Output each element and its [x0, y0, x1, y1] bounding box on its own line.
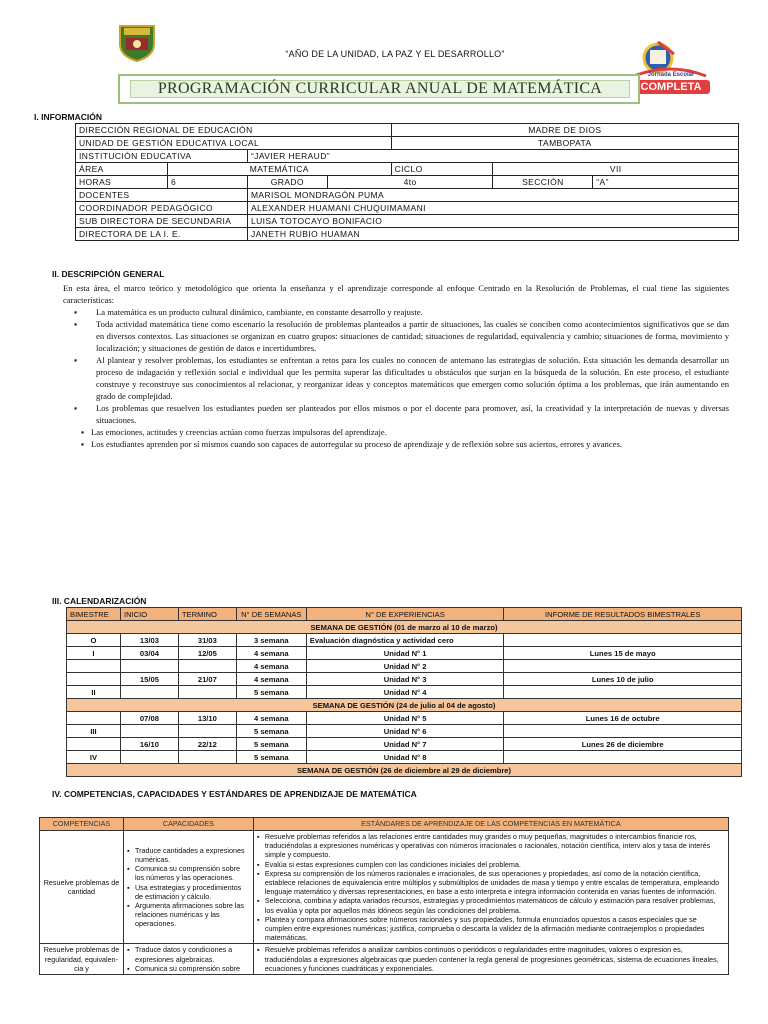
list-item-text: Los problemas que resuelven los estudiantes pueden ser planteados por ellos mismos o por el docente para promover, así, la creatividad y la interpretación de nuevas y diversas situaciones. — [96, 403, 729, 425]
ugel-label: UNIDAD DE GESTIÓN EDUCATIVA LOCAL — [76, 137, 392, 150]
subdirector-label: SUB DIRECTORA DE SECUNDARIA — [76, 215, 248, 228]
cell: Unidad N° 7 — [306, 738, 504, 751]
table-row — [67, 673, 742, 686]
management-week-2: SEMANA DE GESTIÓN (24 de julio al 04 de agosto) — [67, 699, 742, 712]
cell: 5 semana — [236, 725, 306, 738]
cell: 5 semana — [236, 686, 306, 699]
list-item: ▪ Usa estrategias y procedimientos de estimación y cálculo. — [127, 883, 250, 901]
school-logo — [116, 22, 158, 62]
cell: 03/04 — [120, 647, 178, 660]
col-header: COMPETENCIAS — [40, 818, 124, 831]
col-header: ESTÁNDARES DE APRENDIZAJE DE LAS COMPETENCIAS EN MATEMÁTICA — [253, 818, 728, 831]
cell: Lunes 26 de diciembre — [504, 738, 742, 751]
logo-right-text: COMPLETA — [640, 81, 702, 93]
description-list — [63, 306, 729, 450]
docentes-label: DOCENTES — [76, 189, 248, 202]
table-row — [67, 751, 742, 764]
cell: Unidad N° 2 — [306, 660, 504, 673]
area-label: ÁREA — [76, 163, 168, 176]
cell: 4 semana — [236, 712, 306, 725]
cell: Lunes 10 de julio — [504, 673, 742, 686]
cell: 21/07 — [178, 673, 236, 686]
cell — [504, 634, 742, 647]
cell: 4 semana — [236, 673, 306, 686]
docentes-value: MARISOL MONDRAGÓN PUMA — [247, 189, 738, 202]
table-row — [76, 124, 739, 137]
table-row — [67, 634, 742, 647]
bullet-icon: ▪ — [81, 427, 85, 437]
management-week-row — [67, 621, 742, 634]
year-motto: “AÑO DE LA UNIDAD, LA PAZ Y EL DESARROLLO” — [285, 49, 505, 59]
director-value: JANETH RUBIO HUAMAN — [247, 228, 738, 241]
management-week-row — [67, 764, 742, 777]
cell: Unidad N° 1 — [306, 647, 504, 660]
grado-label: GRADO — [247, 176, 327, 189]
bullet-icon: ▪ — [74, 355, 78, 365]
list-item: ▪ Plantea y compara afirmaciones sobre números racionales y sus propiedades, formula enunciados opuestos a casos especiales que se cumplen entre expresiones numéricas; justifica, comprueba o descarta la validez de la afirmación mediante contraejemplos o propiedades matemáticas. — [257, 915, 725, 943]
table-row — [76, 176, 739, 189]
cell: Unidad N° 5 — [306, 712, 504, 725]
table-row — [76, 228, 739, 241]
list-item: ▪ Resuelve problemas referidos a analizar cambios continuos o periódicos o regularidades entre magnitudes, valores o expresion es, traduciéndolas a expresiones algebraicas que pueden contener la regla general de progresiones geométricas, sistema de ecuaciones lineales, ecuaciones y funciones cuadráticas y exponenciales. — [257, 945, 725, 973]
table-row — [76, 202, 739, 215]
col-header: BIMESTRE — [67, 608, 121, 621]
cell: 13/10 — [178, 712, 236, 725]
list-item: ▪ Comunica su comprensión sobre los números y las operaciones. — [127, 864, 250, 882]
coordinator-label: COORDINADOR PEDAGÓGICO — [76, 202, 248, 215]
management-week-row — [67, 699, 742, 712]
table-row — [76, 163, 739, 176]
col-header: CAPACIDADES — [123, 818, 253, 831]
list-item: ▪ Resuelve problemas referidos a las relaciones entre cantidades muy grandes o muy pequeñas, magnitudes o intercambios financie ros, traduciéndolas a expresiones numéricas y operativas con números irracionales o racionales, notación científica, interv alos y tasa de interés simple y compuesto. — [257, 832, 725, 860]
cell — [67, 660, 121, 673]
list-item: ▪ Traduce datos y condiciones a expresiones algebraicas. — [127, 945, 250, 963]
list-item: ▪ Evalúa si estas expresiones cumplen con las condiciones iniciales del problema. — [257, 860, 725, 869]
competency-name: Resuelve problemas de cantidad — [40, 831, 124, 944]
logo-right-caption: Jornada Escolar — [647, 72, 695, 78]
cell: IV — [67, 751, 121, 764]
cell: 16/10 — [120, 738, 178, 751]
standards-cell — [253, 944, 728, 975]
cell — [504, 751, 742, 764]
description-heading: II. DESCRIPCIÓN GENERAL — [52, 269, 165, 279]
bullet-icon: ▪ — [74, 307, 78, 317]
cell: 12/05 — [178, 647, 236, 660]
cell: Unidad N° 3 — [306, 673, 504, 686]
description-intro: En esta área, el marco teórico y metodológico que orienta la enseñanza y el aprendizaje corresponde al enfoque Centrado en la Resolución de Problemas, el cual tiene las siguientes características: — [63, 283, 729, 305]
cell: 31/03 — [178, 634, 236, 647]
competencies-table — [39, 817, 729, 975]
seccion-label: SECCIÓN — [493, 176, 593, 189]
list-item: ▪ Argumenta afirmaciones sobre las relaciones numéricas y las operaciones. — [127, 901, 250, 929]
table-row — [67, 738, 742, 751]
cell: 22/12 — [178, 738, 236, 751]
cell: O — [67, 634, 121, 647]
cell: Lunes 15 de mayo — [504, 647, 742, 660]
cell — [178, 660, 236, 673]
cell — [178, 686, 236, 699]
cell — [504, 660, 742, 673]
col-header: TERMINO — [178, 608, 236, 621]
calendar-heading: III. CALENDARIZACIÓN — [52, 596, 147, 606]
cell — [67, 712, 121, 725]
ie-label: INSTITUCIÓN EDUCATIVA — [76, 150, 248, 163]
cell: 4 semana — [236, 660, 306, 673]
cell — [120, 725, 178, 738]
list-item — [63, 426, 729, 438]
subdirector-value: LUISA TOTOCAYO BONIFACIO — [247, 215, 738, 228]
info-heading: I. INFORMACIÓN — [34, 112, 102, 122]
cell: I — [67, 647, 121, 660]
cell — [178, 725, 236, 738]
horas-label: HORAS — [76, 176, 168, 189]
cell — [120, 660, 178, 673]
cell: III — [67, 725, 121, 738]
cell — [504, 725, 742, 738]
table-row — [76, 189, 739, 202]
bullet-icon: ▪ — [74, 319, 78, 329]
col-header: N° DE EXPERIENCIAS — [306, 608, 504, 621]
table-header-row — [67, 608, 742, 621]
list-item-text: Toda actividad matemática tiene como escenario la resolución de problemas planteados a partir de situaciones, las cuales se conciben como acontecimientos significativos que se dan en diversos contextos. Las situaciones se organizan en cuatro grupos: situaciones de cantidad; situaciones de regularidad, equivalencia y cambio; situaciones de forma, movimiento y localización; y situaciones de gestión de datos e incertidumbres. — [96, 319, 729, 353]
calendar-table — [66, 607, 742, 777]
standards-cell — [253, 831, 728, 944]
cell — [120, 686, 178, 699]
jornada-completa-logo — [630, 36, 740, 102]
document-title: PROGRAMACIÓN CURRICULAR ANUAL DE MATEMÁTICA — [130, 80, 630, 98]
bullet-icon: ▪ — [74, 403, 78, 413]
competency-name: Resuelve problemas de regularidad, equivalen-cia y — [40, 944, 124, 975]
list-item — [63, 306, 729, 318]
list-item: ▪ Selecciona, combina y adapta variados recursos, estrategias y procedimientos matemáticos de cálculo y estimación para resolver problemas, los evalúa y opta por aquellos más idóneos según las condiciones del problema. — [257, 896, 725, 914]
table-row — [67, 725, 742, 738]
table-row — [67, 647, 742, 660]
list-item — [63, 318, 729, 354]
col-header: INICIO — [120, 608, 178, 621]
table-row — [76, 215, 739, 228]
cell: 5 semana — [236, 738, 306, 751]
horas-value: 6 — [167, 176, 247, 189]
table-row — [67, 686, 742, 699]
cell: II — [67, 686, 121, 699]
table-row — [67, 712, 742, 725]
cell — [178, 751, 236, 764]
description-body — [63, 282, 729, 450]
cell: Unidad N° 6 — [306, 725, 504, 738]
coordinator-value: ALEXANDER HUAMANI CHUQUIMAMANI — [247, 202, 738, 215]
table-row — [40, 944, 729, 975]
capacities-cell — [123, 831, 253, 944]
table-row — [67, 660, 742, 673]
area-value: MATEMÁTICA — [167, 163, 391, 176]
list-item — [63, 438, 729, 450]
cell: Unidad N° 8 — [306, 751, 504, 764]
capacities-cell — [123, 944, 253, 975]
ciclo-value: VII — [493, 163, 739, 176]
cell: Evaluación diagnóstica y actividad cero — [306, 634, 504, 647]
ugel-value: TAMBOPATA — [391, 137, 738, 150]
competencies-heading: IV. COMPETENCIAS, CAPACIDADES Y ESTÁNDARES DE APRENDIZAJE DE MATEMÁTICA — [52, 789, 417, 799]
list-item: ▪ Comunica su comprensión sobre — [127, 964, 250, 973]
table-row — [76, 150, 739, 163]
col-header: INFORME DE RESULTADOS BIMESTRALES — [504, 608, 742, 621]
list-item-text: La matemática es un producto cultural dinámico, cambiante, en constante desarrollo y reajuste. — [96, 307, 423, 317]
list-item-text: Las emociones, actitudes y creencias actúan como fuerzas impulsoras del aprendizaje. — [91, 427, 387, 437]
list-item-text: Los estudiantes aprenden por sí mismos cuando son capaces de autorregular su proceso de aprendizaje y de reflexión sobre sus aciertos, errores y avances. — [91, 439, 622, 449]
cell: Lunes 16 de octubre — [504, 712, 742, 725]
cell: 3 semana — [236, 634, 306, 647]
list-item — [63, 354, 729, 402]
info-table — [75, 123, 739, 241]
management-week-1: SEMANA DE GESTIÓN (01 de marzo al 10 de marzo) — [67, 621, 742, 634]
list-item — [63, 402, 729, 426]
cell — [67, 673, 121, 686]
cell: 5 semana — [236, 751, 306, 764]
table-row — [76, 137, 739, 150]
document-title-box — [118, 74, 640, 104]
cell: 4 semana — [236, 647, 306, 660]
cell — [504, 686, 742, 699]
cell — [120, 751, 178, 764]
cell: Unidad N° 4 — [306, 686, 504, 699]
col-header: N° DE SEMANAS — [236, 608, 306, 621]
cell: 15/05 — [120, 673, 178, 686]
table-row — [40, 831, 729, 944]
table-header-row — [40, 818, 729, 831]
ciclo-label: CICLO — [391, 163, 493, 176]
seccion-value: “A” — [593, 176, 739, 189]
ie-value: “JAVIER HERAUD” — [247, 150, 738, 163]
cell: 07/08 — [120, 712, 178, 725]
grado-value: 4to — [327, 176, 493, 189]
director-label: DIRECTORA DE LA I. E. — [76, 228, 248, 241]
list-item-text: Al plantear y resolver problemas, los estudiantes se enfrentan a retos para los cuales no conocen de antemano las estrategias de solución. Esta situación les demanda desarrollar un proceso de indagación y reflexión social e individual que les permita superar las dificultades u obstáculos que surjan en la búsqueda de la solución. En este proceso, el estudiante construye y reconstruye sus conocimientos al relacionar, y reorganizar ideas y conceptos matemáticos que emergen como solución óptima a los problemas, que irán aumentando en grado de complejidad. — [96, 355, 729, 401]
bullet-icon: ▪ — [81, 439, 85, 449]
dre-label: DIRECCIÓN REGIONAL DE EDUCACIÓN — [76, 124, 392, 137]
cell — [67, 738, 121, 751]
list-item: ▪ Expresa su comprensión de los números racionales e irracionales, de sus operaciones y propiedades, así como de la notación científica, establece relaciones de equivalencia entre múltiplos y submúltiplos de unidades de masa y tiempo y entre escalas de temperatura, empleando lenguaje matemático y diversas representaciones, en base a esto interpreta e integra información contenida en varias fuentes de información. — [257, 869, 725, 897]
list-item: ▪ Traduce cantidades a expresiones numéricas. — [127, 846, 250, 864]
management-week-3: SEMANA DE GESTIÓN (26 de diciembre al 29 de diciembre) — [67, 764, 742, 777]
dre-value: MADRE DE DIOS — [391, 124, 738, 137]
cell: 13/03 — [120, 634, 178, 647]
